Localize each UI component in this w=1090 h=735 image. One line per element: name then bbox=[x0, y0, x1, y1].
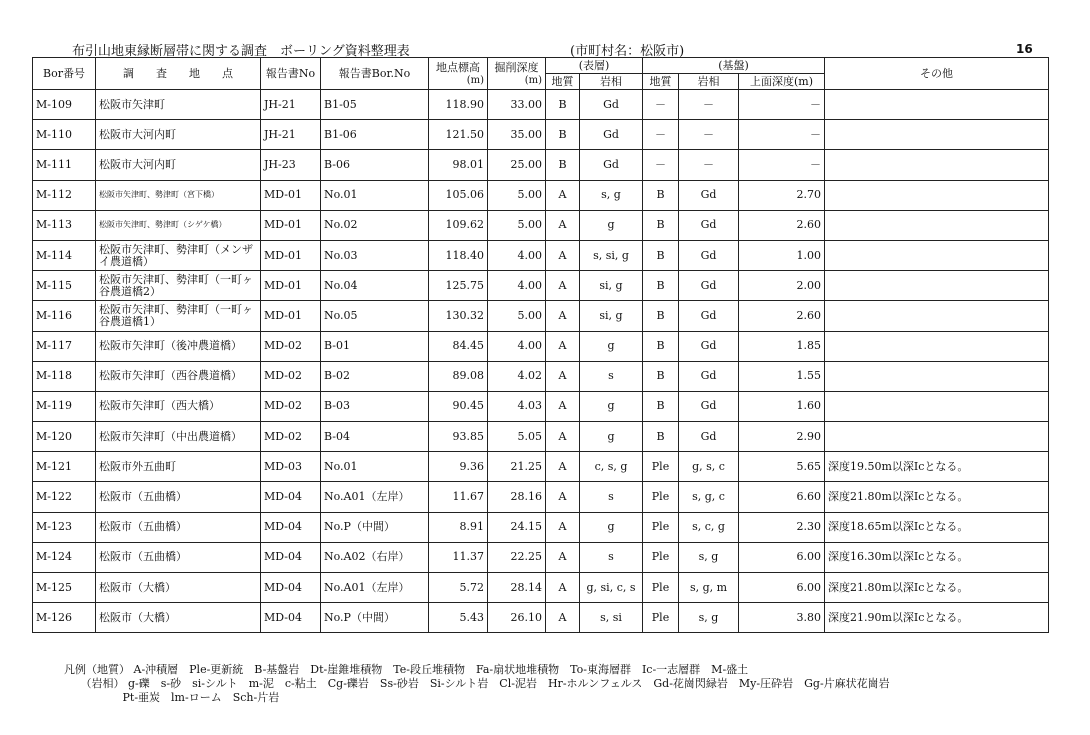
table-row bbox=[33, 240, 1049, 270]
cell-surface-rock: g bbox=[580, 391, 643, 421]
cell-bor: M-117 bbox=[33, 331, 96, 361]
cell-bor: M-122 bbox=[33, 482, 96, 512]
col-header-base-rock: 岩相 bbox=[679, 74, 739, 90]
cell-report-bor: No.02 bbox=[321, 210, 429, 240]
legend bbox=[64, 663, 890, 705]
cell-base-rock: s, c, g bbox=[679, 512, 739, 542]
cell-location: 松阪市大河内町 bbox=[96, 120, 261, 150]
cell-report-bor: No.04 bbox=[321, 271, 429, 301]
col-header-location: 調 査 地 点 bbox=[96, 58, 261, 90]
col-header-depth: 掘削深度 (m) bbox=[488, 58, 546, 90]
cell-base-depth: 6.00 bbox=[739, 573, 825, 603]
table-row bbox=[33, 210, 1049, 240]
cell-report-no: MD-04 bbox=[261, 603, 321, 633]
cell-surface-rock: g, si, c, s bbox=[580, 573, 643, 603]
cell-base-geo: Ple bbox=[643, 603, 679, 633]
cell-surface-geo: B bbox=[546, 150, 580, 180]
cell-surface-rock: s bbox=[580, 361, 643, 391]
cell-report-bor: B1-06 bbox=[321, 120, 429, 150]
cell-depth: 25.00 bbox=[488, 150, 546, 180]
cell-surface-rock: g bbox=[580, 331, 643, 361]
cell-location: 松阪市外五曲町 bbox=[96, 452, 261, 482]
cell-elevation: 130.32 bbox=[429, 301, 488, 331]
cell-report-bor: B-02 bbox=[321, 361, 429, 391]
cell-report-no: MD-02 bbox=[261, 422, 321, 452]
cell-base-depth: 2.30 bbox=[739, 512, 825, 542]
cell-report-no: JH-21 bbox=[261, 90, 321, 120]
legend-lithology: （岩相） g-礫 s-砂 si-シルト m-泥 c-粘土 Cg-礫岩 Ss-砂岩 Si-シルト岩 Cl-泥岩 Hr-ホルンフェルス Gd-花崗閃緑岩 My-圧砕岩 Gg-片麻状花崗岩 bbox=[64, 677, 890, 690]
cell-report-no: MD-04 bbox=[261, 542, 321, 572]
cell-surface-rock: s bbox=[580, 482, 643, 512]
legend-lithology-cont: Pt-亜炭 lm-ローム Sch-片岩 bbox=[64, 691, 280, 704]
col-header-surface-geo: 地質 bbox=[546, 74, 580, 90]
cell-report-bor: No.03 bbox=[321, 240, 429, 270]
cell-other: 深度21.80m以深Icとなる。 bbox=[825, 482, 1049, 512]
table-row bbox=[33, 120, 1049, 150]
cell-base-rock: Gd bbox=[679, 301, 739, 331]
cell-base-depth: 2.70 bbox=[739, 180, 825, 210]
cell-depth: 4.00 bbox=[488, 271, 546, 301]
cell-report-bor: No.A02（右岸） bbox=[321, 542, 429, 572]
cell-base-geo: Ple bbox=[643, 512, 679, 542]
cell-base-rock: － bbox=[679, 90, 739, 120]
cell-bor: M-111 bbox=[33, 150, 96, 180]
cell-elevation: 90.45 bbox=[429, 391, 488, 421]
cell-report-no: MD-01 bbox=[261, 240, 321, 270]
cell-other bbox=[825, 271, 1049, 301]
cell-base-geo: B bbox=[643, 210, 679, 240]
cell-surface-geo: A bbox=[546, 482, 580, 512]
cell-surface-geo: A bbox=[546, 240, 580, 270]
cell-base-depth: 1.55 bbox=[739, 361, 825, 391]
cell-other bbox=[825, 120, 1049, 150]
boring-data-table bbox=[32, 57, 1049, 633]
cell-surface-geo: A bbox=[546, 331, 580, 361]
cell-report-no: MD-02 bbox=[261, 331, 321, 361]
cell-base-geo: B bbox=[643, 361, 679, 391]
col-header-base: (基盤) bbox=[643, 58, 825, 74]
cell-base-depth: 5.65 bbox=[739, 452, 825, 482]
cell-report-no: MD-02 bbox=[261, 361, 321, 391]
cell-surface-geo: A bbox=[546, 210, 580, 240]
cell-location: 松阪市（大橋） bbox=[96, 603, 261, 633]
table-row bbox=[33, 301, 1049, 331]
cell-location: 松阪市矢津町（後冲農道橋） bbox=[96, 331, 261, 361]
cell-bor: M-120 bbox=[33, 422, 96, 452]
cell-other bbox=[825, 422, 1049, 452]
cell-report-no: MD-01 bbox=[261, 271, 321, 301]
cell-bor: M-113 bbox=[33, 210, 96, 240]
cell-base-depth: 6.00 bbox=[739, 542, 825, 572]
cell-base-rock: s, g bbox=[679, 542, 739, 572]
table-row bbox=[33, 422, 1049, 452]
table-row bbox=[33, 180, 1049, 210]
cell-base-depth: 2.60 bbox=[739, 301, 825, 331]
cell-bor: M-119 bbox=[33, 391, 96, 421]
cell-surface-geo: A bbox=[546, 361, 580, 391]
cell-base-rock: － bbox=[679, 120, 739, 150]
cell-bor: M-114 bbox=[33, 240, 96, 270]
cell-location: 松阪市（五曲橋） bbox=[96, 482, 261, 512]
cell-depth: 5.05 bbox=[488, 422, 546, 452]
cell-other bbox=[825, 90, 1049, 120]
cell-base-depth: 1.60 bbox=[739, 391, 825, 421]
table-row bbox=[33, 90, 1049, 120]
cell-location: 松阪市矢津町、勢津町（一町ヶ谷農道橋2） bbox=[96, 271, 261, 301]
cell-depth: 22.25 bbox=[488, 542, 546, 572]
cell-depth: 26.10 bbox=[488, 603, 546, 633]
cell-report-no: JH-21 bbox=[261, 120, 321, 150]
cell-surface-rock: g bbox=[580, 512, 643, 542]
cell-location: 松阪市矢津町、勢津町（一町ヶ谷農道橋1） bbox=[96, 301, 261, 331]
cell-bor: M-110 bbox=[33, 120, 96, 150]
cell-surface-geo: A bbox=[546, 271, 580, 301]
cell-base-geo: B bbox=[643, 331, 679, 361]
cell-base-rock: s, g, m bbox=[679, 573, 739, 603]
cell-elevation: 98.01 bbox=[429, 150, 488, 180]
cell-report-no: MD-04 bbox=[261, 482, 321, 512]
cell-other: 深度19.50m以深Icとなる。 bbox=[825, 452, 1049, 482]
table-row bbox=[33, 573, 1049, 603]
cell-surface-geo: A bbox=[546, 452, 580, 482]
cell-report-no: MD-03 bbox=[261, 452, 321, 482]
cell-report-bor: No.01 bbox=[321, 452, 429, 482]
cell-base-rock: Gd bbox=[679, 180, 739, 210]
document-title: 布引山地東縁断層帯に関する調査 ボーリング資料整理表 bbox=[72, 44, 410, 59]
cell-base-geo: Ple bbox=[643, 452, 679, 482]
cell-report-no: JH-23 bbox=[261, 150, 321, 180]
cell-elevation: 118.40 bbox=[429, 240, 488, 270]
cell-depth: 28.16 bbox=[488, 482, 546, 512]
cell-depth: 4.00 bbox=[488, 331, 546, 361]
cell-base-depth: 2.90 bbox=[739, 422, 825, 452]
cell-report-no: MD-01 bbox=[261, 180, 321, 210]
table-row bbox=[33, 361, 1049, 391]
cell-base-geo: － bbox=[643, 120, 679, 150]
cell-other: 深度18.65m以深Icとなる。 bbox=[825, 512, 1049, 542]
cell-location: 松阪市大河内町 bbox=[96, 150, 261, 180]
table-row bbox=[33, 512, 1049, 542]
cell-base-geo: B bbox=[643, 422, 679, 452]
page-number: 16 bbox=[1016, 42, 1033, 56]
cell-depth: 5.00 bbox=[488, 210, 546, 240]
col-header-surface: (表層) bbox=[546, 58, 643, 74]
cell-bor: M-112 bbox=[33, 180, 96, 210]
cell-base-depth: － bbox=[739, 150, 825, 180]
cell-surface-geo: A bbox=[546, 301, 580, 331]
cell-other bbox=[825, 240, 1049, 270]
cell-surface-rock: g bbox=[580, 210, 643, 240]
cell-depth: 28.14 bbox=[488, 573, 546, 603]
cell-report-bor: B-06 bbox=[321, 150, 429, 180]
cell-base-rock: g, s, c bbox=[679, 452, 739, 482]
cell-surface-rock: s, si, g bbox=[580, 240, 643, 270]
cell-surface-rock: si, g bbox=[580, 301, 643, 331]
cell-bor: M-116 bbox=[33, 301, 96, 331]
col-header-bor: Bor番号 bbox=[33, 58, 96, 90]
cell-location: 松阪市矢津町、勢津町（メンザイ農道橋） bbox=[96, 240, 261, 270]
table-row bbox=[33, 452, 1049, 482]
cell-base-geo: Ple bbox=[643, 482, 679, 512]
cell-base-rock: Gd bbox=[679, 271, 739, 301]
col-header-report-no: 報告書No bbox=[261, 58, 321, 90]
col-header-elevation: 地点標高 (m) bbox=[429, 58, 488, 90]
cell-surface-geo: A bbox=[546, 180, 580, 210]
cell-base-depth: － bbox=[739, 90, 825, 120]
cell-depth: 33.00 bbox=[488, 90, 546, 120]
cell-report-no: MD-04 bbox=[261, 573, 321, 603]
cell-report-bor: No.05 bbox=[321, 301, 429, 331]
cell-base-rock: － bbox=[679, 150, 739, 180]
cell-surface-rock: Gd bbox=[580, 90, 643, 120]
cell-surface-geo: A bbox=[546, 422, 580, 452]
cell-base-rock: Gd bbox=[679, 331, 739, 361]
cell-report-bor: B-03 bbox=[321, 391, 429, 421]
cell-bor: M-118 bbox=[33, 361, 96, 391]
cell-location: 松阪市矢津町、勢津町（シゲケ橋） bbox=[96, 210, 261, 240]
cell-elevation: 11.67 bbox=[429, 482, 488, 512]
cell-surface-rock: Gd bbox=[580, 120, 643, 150]
city-name: (市町村名：松阪市) bbox=[570, 44, 685, 59]
cell-location: 松阪市矢津町（中出農道橋） bbox=[96, 422, 261, 452]
col-header-base-depth: 上面深度(m) bbox=[739, 74, 825, 90]
cell-other bbox=[825, 391, 1049, 421]
cell-base-geo: B bbox=[643, 180, 679, 210]
cell-elevation: 11.37 bbox=[429, 542, 488, 572]
cell-elevation: 93.85 bbox=[429, 422, 488, 452]
table-row bbox=[33, 482, 1049, 512]
cell-other bbox=[825, 331, 1049, 361]
cell-base-rock: Gd bbox=[679, 240, 739, 270]
cell-other bbox=[825, 210, 1049, 240]
cell-base-geo: － bbox=[643, 150, 679, 180]
cell-base-geo: B bbox=[643, 301, 679, 331]
cell-location: 松阪市矢津町（西谷農道橋） bbox=[96, 361, 261, 391]
cell-surface-rock: si, g bbox=[580, 271, 643, 301]
cell-location: 松阪市（大橋） bbox=[96, 573, 261, 603]
table-row bbox=[33, 150, 1049, 180]
cell-report-bor: B-04 bbox=[321, 422, 429, 452]
cell-elevation: 121.50 bbox=[429, 120, 488, 150]
cell-surface-rock: g bbox=[580, 422, 643, 452]
cell-base-geo: － bbox=[643, 90, 679, 120]
cell-base-rock: Gd bbox=[679, 210, 739, 240]
cell-elevation: 8.91 bbox=[429, 512, 488, 542]
cell-bor: M-109 bbox=[33, 90, 96, 120]
cell-bor: M-115 bbox=[33, 271, 96, 301]
cell-depth: 21.25 bbox=[488, 452, 546, 482]
cell-surface-rock: s, si bbox=[580, 603, 643, 633]
cell-location: 松阪市（五曲橋） bbox=[96, 542, 261, 572]
cell-location: 松阪市矢津町（西大橋） bbox=[96, 391, 261, 421]
cell-depth: 4.00 bbox=[488, 240, 546, 270]
cell-other bbox=[825, 301, 1049, 331]
table-row bbox=[33, 271, 1049, 301]
cell-base-rock: Gd bbox=[679, 361, 739, 391]
cell-base-geo: Ple bbox=[643, 542, 679, 572]
col-header-other: その他 bbox=[825, 58, 1049, 90]
cell-elevation: 5.43 bbox=[429, 603, 488, 633]
cell-surface-rock: c, s, g bbox=[580, 452, 643, 482]
cell-location: 松阪市（五曲橋） bbox=[96, 512, 261, 542]
cell-base-depth: 6.60 bbox=[739, 482, 825, 512]
cell-report-bor: No.P（中間） bbox=[321, 512, 429, 542]
cell-bor: M-124 bbox=[33, 542, 96, 572]
cell-surface-geo: A bbox=[546, 391, 580, 421]
cell-elevation: 5.72 bbox=[429, 573, 488, 603]
table-row bbox=[33, 391, 1049, 421]
cell-base-depth: － bbox=[739, 120, 825, 150]
cell-other bbox=[825, 150, 1049, 180]
cell-depth: 4.03 bbox=[488, 391, 546, 421]
cell-report-bor: No.A01（左岸） bbox=[321, 573, 429, 603]
table-row bbox=[33, 542, 1049, 572]
cell-surface-geo: B bbox=[546, 120, 580, 150]
cell-other bbox=[825, 180, 1049, 210]
cell-other bbox=[825, 361, 1049, 391]
cell-elevation: 105.06 bbox=[429, 180, 488, 210]
cell-base-rock: Gd bbox=[679, 391, 739, 421]
cell-report-no: MD-02 bbox=[261, 391, 321, 421]
cell-other: 深度16.30m以深Icとなる。 bbox=[825, 542, 1049, 572]
cell-depth: 35.00 bbox=[488, 120, 546, 150]
col-header-report-bor: 報告書Bor.No bbox=[321, 58, 429, 90]
cell-elevation: 89.08 bbox=[429, 361, 488, 391]
cell-bor: M-121 bbox=[33, 452, 96, 482]
cell-location: 松阪市矢津町 bbox=[96, 90, 261, 120]
cell-depth: 5.00 bbox=[488, 180, 546, 210]
cell-elevation: 84.45 bbox=[429, 331, 488, 361]
cell-base-depth: 1.00 bbox=[739, 240, 825, 270]
cell-elevation: 109.62 bbox=[429, 210, 488, 240]
cell-bor: M-126 bbox=[33, 603, 96, 633]
cell-report-bor: No.01 bbox=[321, 180, 429, 210]
cell-report-bor: B-01 bbox=[321, 331, 429, 361]
cell-surface-geo: A bbox=[546, 542, 580, 572]
cell-report-bor: No.P（中間） bbox=[321, 603, 429, 633]
cell-base-geo: B bbox=[643, 391, 679, 421]
cell-depth: 5.00 bbox=[488, 301, 546, 331]
cell-report-no: MD-01 bbox=[261, 210, 321, 240]
cell-base-geo: Ple bbox=[643, 573, 679, 603]
cell-report-no: MD-01 bbox=[261, 301, 321, 331]
cell-surface-rock: s, g bbox=[580, 180, 643, 210]
cell-base-depth: 2.00 bbox=[739, 271, 825, 301]
cell-base-geo: B bbox=[643, 271, 679, 301]
cell-base-depth: 2.60 bbox=[739, 210, 825, 240]
cell-report-bor: B1-05 bbox=[321, 90, 429, 120]
cell-elevation: 125.75 bbox=[429, 271, 488, 301]
cell-base-depth: 1.85 bbox=[739, 331, 825, 361]
cell-surface-geo: A bbox=[546, 603, 580, 633]
cell-location: 松阪市矢津町、勢津町（宮下橋） bbox=[96, 180, 261, 210]
cell-report-bor: No.A01（左岸） bbox=[321, 482, 429, 512]
cell-elevation: 118.90 bbox=[429, 90, 488, 120]
cell-report-no: MD-04 bbox=[261, 512, 321, 542]
cell-base-rock: s, g bbox=[679, 603, 739, 633]
cell-other: 深度21.80m以深Icとなる。 bbox=[825, 573, 1049, 603]
cell-depth: 4.02 bbox=[488, 361, 546, 391]
cell-surface-geo: A bbox=[546, 512, 580, 542]
table-row bbox=[33, 331, 1049, 361]
cell-base-depth: 3.80 bbox=[739, 603, 825, 633]
cell-surface-geo: A bbox=[546, 573, 580, 603]
legend-geology: 凡例（地質） A-沖積層 Ple-更新統 B-基盤岩 Dt-崖錐堆積物 Te-段丘堆積物 Fa-扇状地堆積物 To-東海層群 Ic-一志層群 M-盛土 bbox=[64, 663, 749, 676]
col-header-surface-rock: 岩相 bbox=[580, 74, 643, 90]
cell-surface-geo: B bbox=[546, 90, 580, 120]
cell-other: 深度21.90m以深Icとなる。 bbox=[825, 603, 1049, 633]
cell-base-rock: s, g, c bbox=[679, 482, 739, 512]
cell-bor: M-123 bbox=[33, 512, 96, 542]
cell-base-rock: Gd bbox=[679, 422, 739, 452]
table-row bbox=[33, 603, 1049, 633]
cell-base-geo: B bbox=[643, 240, 679, 270]
cell-bor: M-125 bbox=[33, 573, 96, 603]
cell-depth: 24.15 bbox=[488, 512, 546, 542]
cell-elevation: 9.36 bbox=[429, 452, 488, 482]
col-header-base-geo: 地質 bbox=[643, 74, 679, 90]
cell-surface-rock: s bbox=[580, 542, 643, 572]
cell-surface-rock: Gd bbox=[580, 150, 643, 180]
